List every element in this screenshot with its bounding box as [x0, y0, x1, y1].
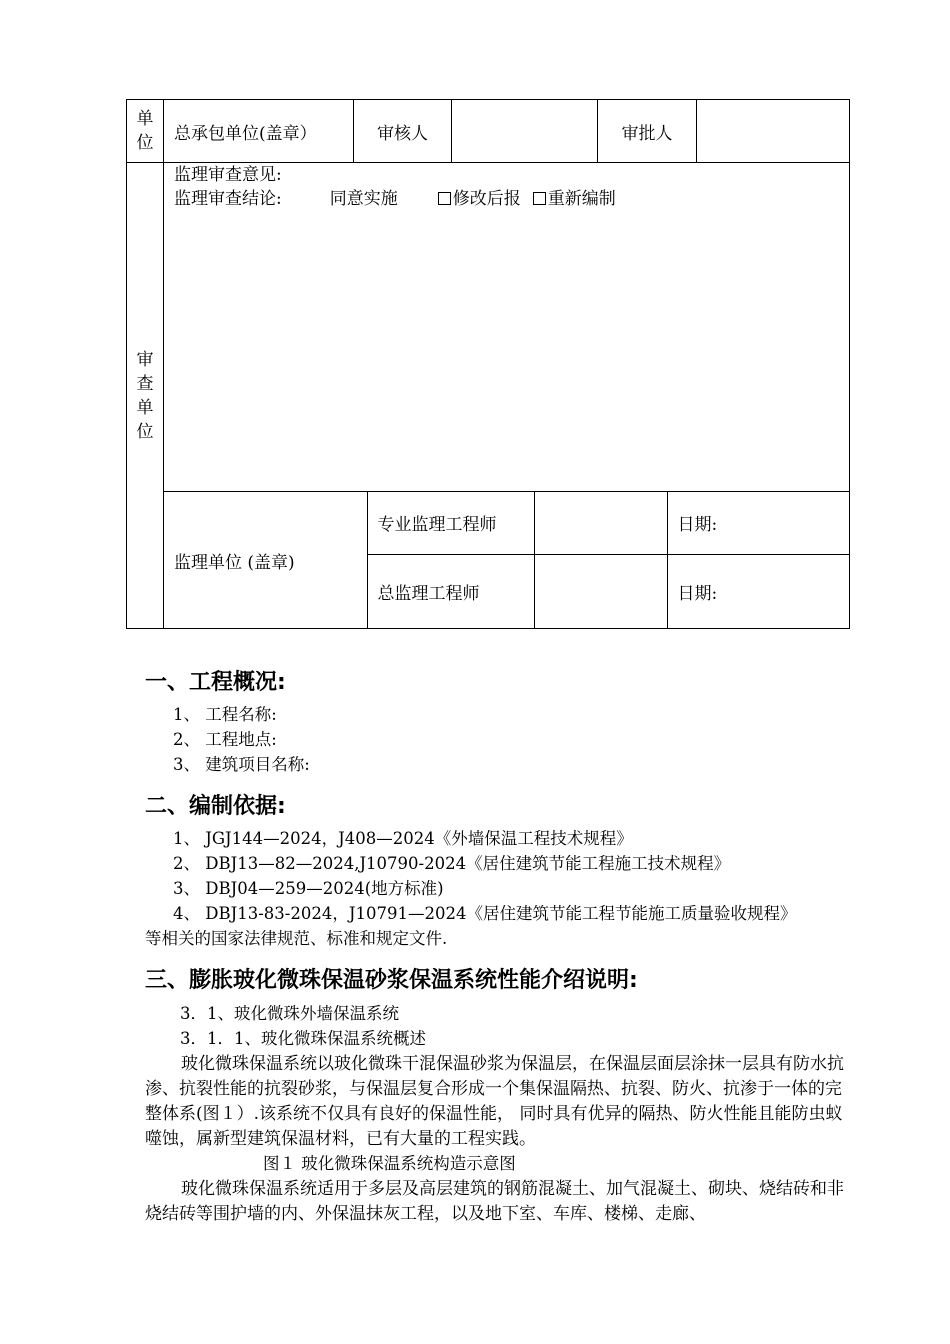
engineer-signature-field[interactable]: [534, 492, 667, 554]
section-1-heading: 一、工程概况:: [145, 670, 286, 695]
revise-option: 修改后报: [452, 189, 521, 209]
review-opinion-box[interactable]: [164, 163, 850, 492]
approver-field[interactable]: [697, 100, 850, 163]
review-unit-label: 审 查 单 位: [127, 163, 164, 629]
rework-checkbox[interactable]: [533, 192, 546, 205]
conclusion-label: 监理审查结论:: [174, 189, 282, 209]
standard-item-2: 2、 DBJ13—82—2024,J10790-2024《居住建筑节能工程施工技术规程》: [173, 854, 731, 873]
standard-item-1: 1、 JGJ144—2024，J408—2024《外墙保温工程技术规程》: [173, 829, 633, 848]
subsection-3-1-1: 3．1．1、玻化微珠保温系统概述: [180, 1029, 426, 1048]
opinion-label: 监理审查意见:: [174, 165, 282, 185]
contractor-label: 总承包单位(盖章）: [164, 100, 354, 163]
unit-label: 单 位: [127, 100, 164, 163]
standard-item-3: 3、 DBJ04—259—2024(地方标准): [173, 879, 444, 898]
rework-option: 重新编制: [547, 189, 616, 209]
date-label-1: 日期:: [667, 492, 849, 554]
revise-checkbox[interactable]: [438, 192, 451, 205]
contractor-row: [127, 100, 850, 163]
engineer-label: 专业监理工程师: [367, 492, 534, 554]
building-name-item: 3、 建筑项目名称:: [173, 755, 310, 774]
figure-caption: 图１ 玻化微珠保温系统构造示意图: [263, 1154, 516, 1173]
agree-option[interactable]: 同意实施: [329, 189, 398, 209]
section-3-heading: 三、膨胀玻化微珠保温砂浆保温系统性能介绍说明:: [145, 968, 638, 993]
supervision-unit-label: 监理单位 (盖章): [164, 492, 367, 628]
standard-item-4: 4、 DBJ13-83-2024，J10791—2024《居住建筑节能工程节能施工质量验收规程》: [173, 904, 797, 923]
approver-label: 审批人: [598, 100, 697, 163]
chief-engineer-label: 总监理工程师: [367, 554, 534, 628]
standards-tail: 等相关的国家法律规范、标准和规定文件.: [145, 929, 448, 948]
project-name-item: 1、 工程名称:: [173, 705, 277, 724]
date-label-2: 日期:: [667, 554, 849, 628]
overview-paragraph: 玻化微珠保温系统以玻化微珠干混保温砂浆为保温层，在保温层面层涂抹一层具有防水抗渗、抗裂性能的抗裂砂浆，与保温层复合形成一个集保温隔热、抗裂、防火、抗渗于一体的完整体系(图１）.该系统不仅具有良好的保温性能， 同时具有优异的隔热、防火性能且能防虫蚁噬蚀，属新型建筑保温材料，已有大量的工程实践。: [145, 1054, 844, 1149]
chief-signature-field[interactable]: [534, 554, 667, 628]
supervision-cell: [164, 492, 850, 629]
review-row: [127, 163, 850, 492]
supervision-row: [127, 492, 850, 629]
supervision-table: [164, 492, 849, 628]
reviewer-label: 审核人: [354, 100, 452, 163]
reviewer-field[interactable]: [452, 100, 598, 163]
application-paragraph: 玻化微珠保温系统适用于多层及高层建筑的钢筋混凝土、加气混凝土、砌块、烧结砖和非烧结砖等围护墙的内、外保温抹灰工程，以及地下室、车库、楼梯、走廊、: [145, 1179, 844, 1224]
subsection-3-1: 3．1、玻化微珠外墙保温系统: [180, 1004, 399, 1023]
section-2-heading: 二、编制依据:: [145, 794, 286, 819]
project-location-item: 2、 工程地点:: [173, 730, 277, 749]
approval-form-table: [126, 99, 850, 629]
conclusion-line: [174, 187, 839, 211]
